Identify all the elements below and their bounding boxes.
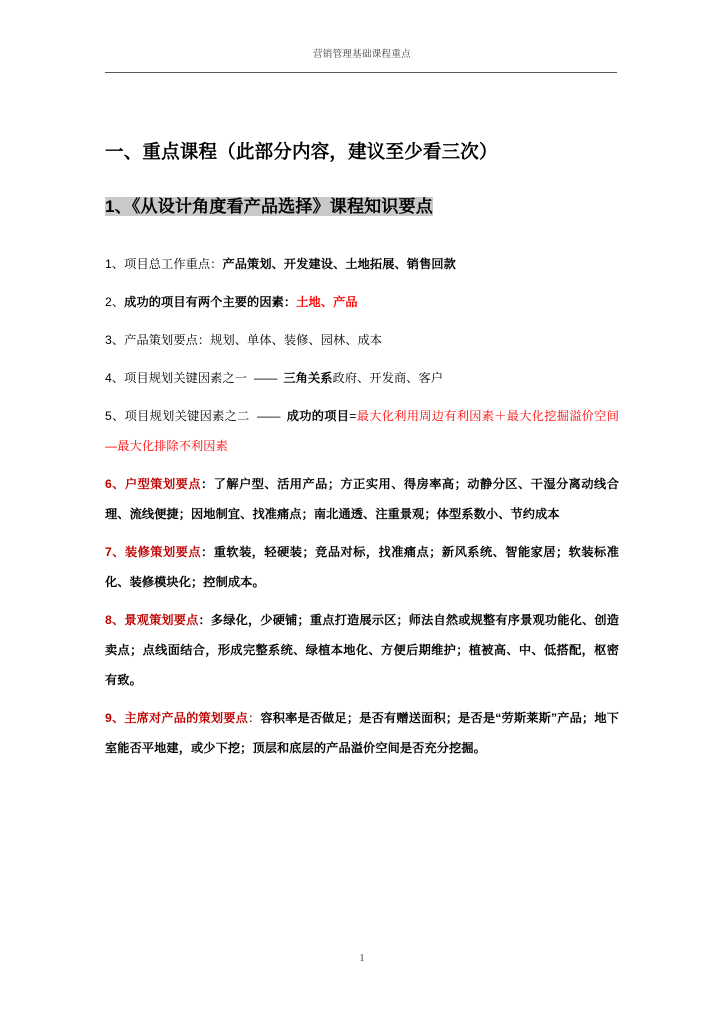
list-item-4 [105, 363, 619, 393]
section-heading-1: 一、重点课程（此部分内容，建议至少看三次） [105, 141, 498, 162]
item-2-body: 土地、产品 [296, 295, 358, 310]
item-1-body: 产品策划、开发建设、土地拓展、销售回款 [222, 257, 456, 272]
item-1-lead: 项目总工作重点： [124, 257, 223, 272]
item-1-number: 1、 [105, 257, 125, 272]
item-8-lead: 景观策划要点 [124, 613, 199, 628]
item-9-colon: ： [247, 711, 261, 726]
subsection-heading-1-wrapper [105, 191, 619, 223]
item-4-lead: 项目规划关键因素之一 [124, 371, 248, 386]
item-7-number: 7、 [105, 545, 125, 560]
list-item-2 [105, 287, 619, 317]
item-6-lead: 户型策划要点 [124, 477, 202, 492]
item-9-body: 容积率是否做足；是否有赠送面积；是否是“劳斯莱斯”产品；地下室能否平地建，或少下挖；顶层和底层的产品溢价空间是否充分挖掘。 [105, 711, 620, 756]
item-2-number: 2、 [105, 295, 125, 310]
list-item-7 [105, 537, 619, 597]
page-header [0, 44, 724, 62]
item-3-lead: 产品策划要点： [124, 333, 211, 348]
item-4-body-plain: 政府、开发商、客户 [332, 371, 444, 386]
item-9-number: 9、 [105, 711, 125, 726]
document-body [105, 140, 619, 763]
item-8-number: 8、 [105, 613, 125, 628]
list-item-1 [105, 249, 619, 279]
item-4-number: 4、 [105, 371, 125, 386]
list-item-3 [105, 325, 619, 355]
list-item-6 [105, 469, 619, 529]
item-5-lead: 项目规划关键因素之二 [124, 409, 250, 424]
item-2-lead: 成功的项目有两个主要的因素： [124, 295, 297, 310]
item-5-equals: = [349, 409, 357, 424]
item-5-dash: —— [257, 409, 280, 424]
subsection-heading-1: 1、《从设计角度看产品选择》课程知识要点 [105, 196, 433, 216]
page-footer [0, 948, 724, 966]
item-9-lead: 主席对产品的策划要点 [124, 711, 248, 726]
page-number: 1 [359, 953, 365, 964]
item-6-body: 了解户型、活用产品；方正实用、得房率高；动静分区、干湿分离动线合理、流线便捷；因地制宜、找准痛点；南北通透、注重景观；体型系数小、节约成本 [105, 477, 620, 522]
item-5-body-bold: 成功的项目 [286, 409, 350, 424]
item-3-body: 规划、单体、装修、园林、成本 [210, 333, 383, 348]
item-5-number: 5、 [105, 409, 125, 424]
header-divider [105, 72, 617, 73]
list-item-5 [105, 401, 619, 461]
item-5-body-red: 最大化利用周边有利因素＋最大化挖掘溢价空间—最大化排除不利因素 [105, 409, 619, 454]
item-8-colon: ： [198, 613, 211, 628]
list-item-9 [105, 703, 619, 763]
item-6-number: 6、 [105, 477, 125, 492]
list-item-8 [105, 605, 619, 695]
item-7-colon: ： [201, 545, 214, 560]
header-title: 营销管理基础课程重点 [312, 49, 411, 60]
item-4-body-bold: 三角关系 [283, 371, 333, 386]
item-3-number: 3、 [105, 333, 125, 348]
item-7-lead: 装修策划要点 [124, 545, 202, 560]
item-7-body: 重软装，轻硬装；竞品对标，找准痛点；新风系统、智能家居；软装标准化、装修模块化；控制成本。 [105, 545, 620, 590]
item-8-body: 多绿化，少硬铺；重点打造展示区；师法自然或规整有序景观功能化、创造卖点；点线面结合，形成完整系统、绿植本地化、方便后期维护；植被高、中、低搭配，枢密有致。 [105, 613, 619, 688]
item-4-dash: —— [254, 371, 277, 386]
item-6-colon: ： [201, 477, 214, 492]
